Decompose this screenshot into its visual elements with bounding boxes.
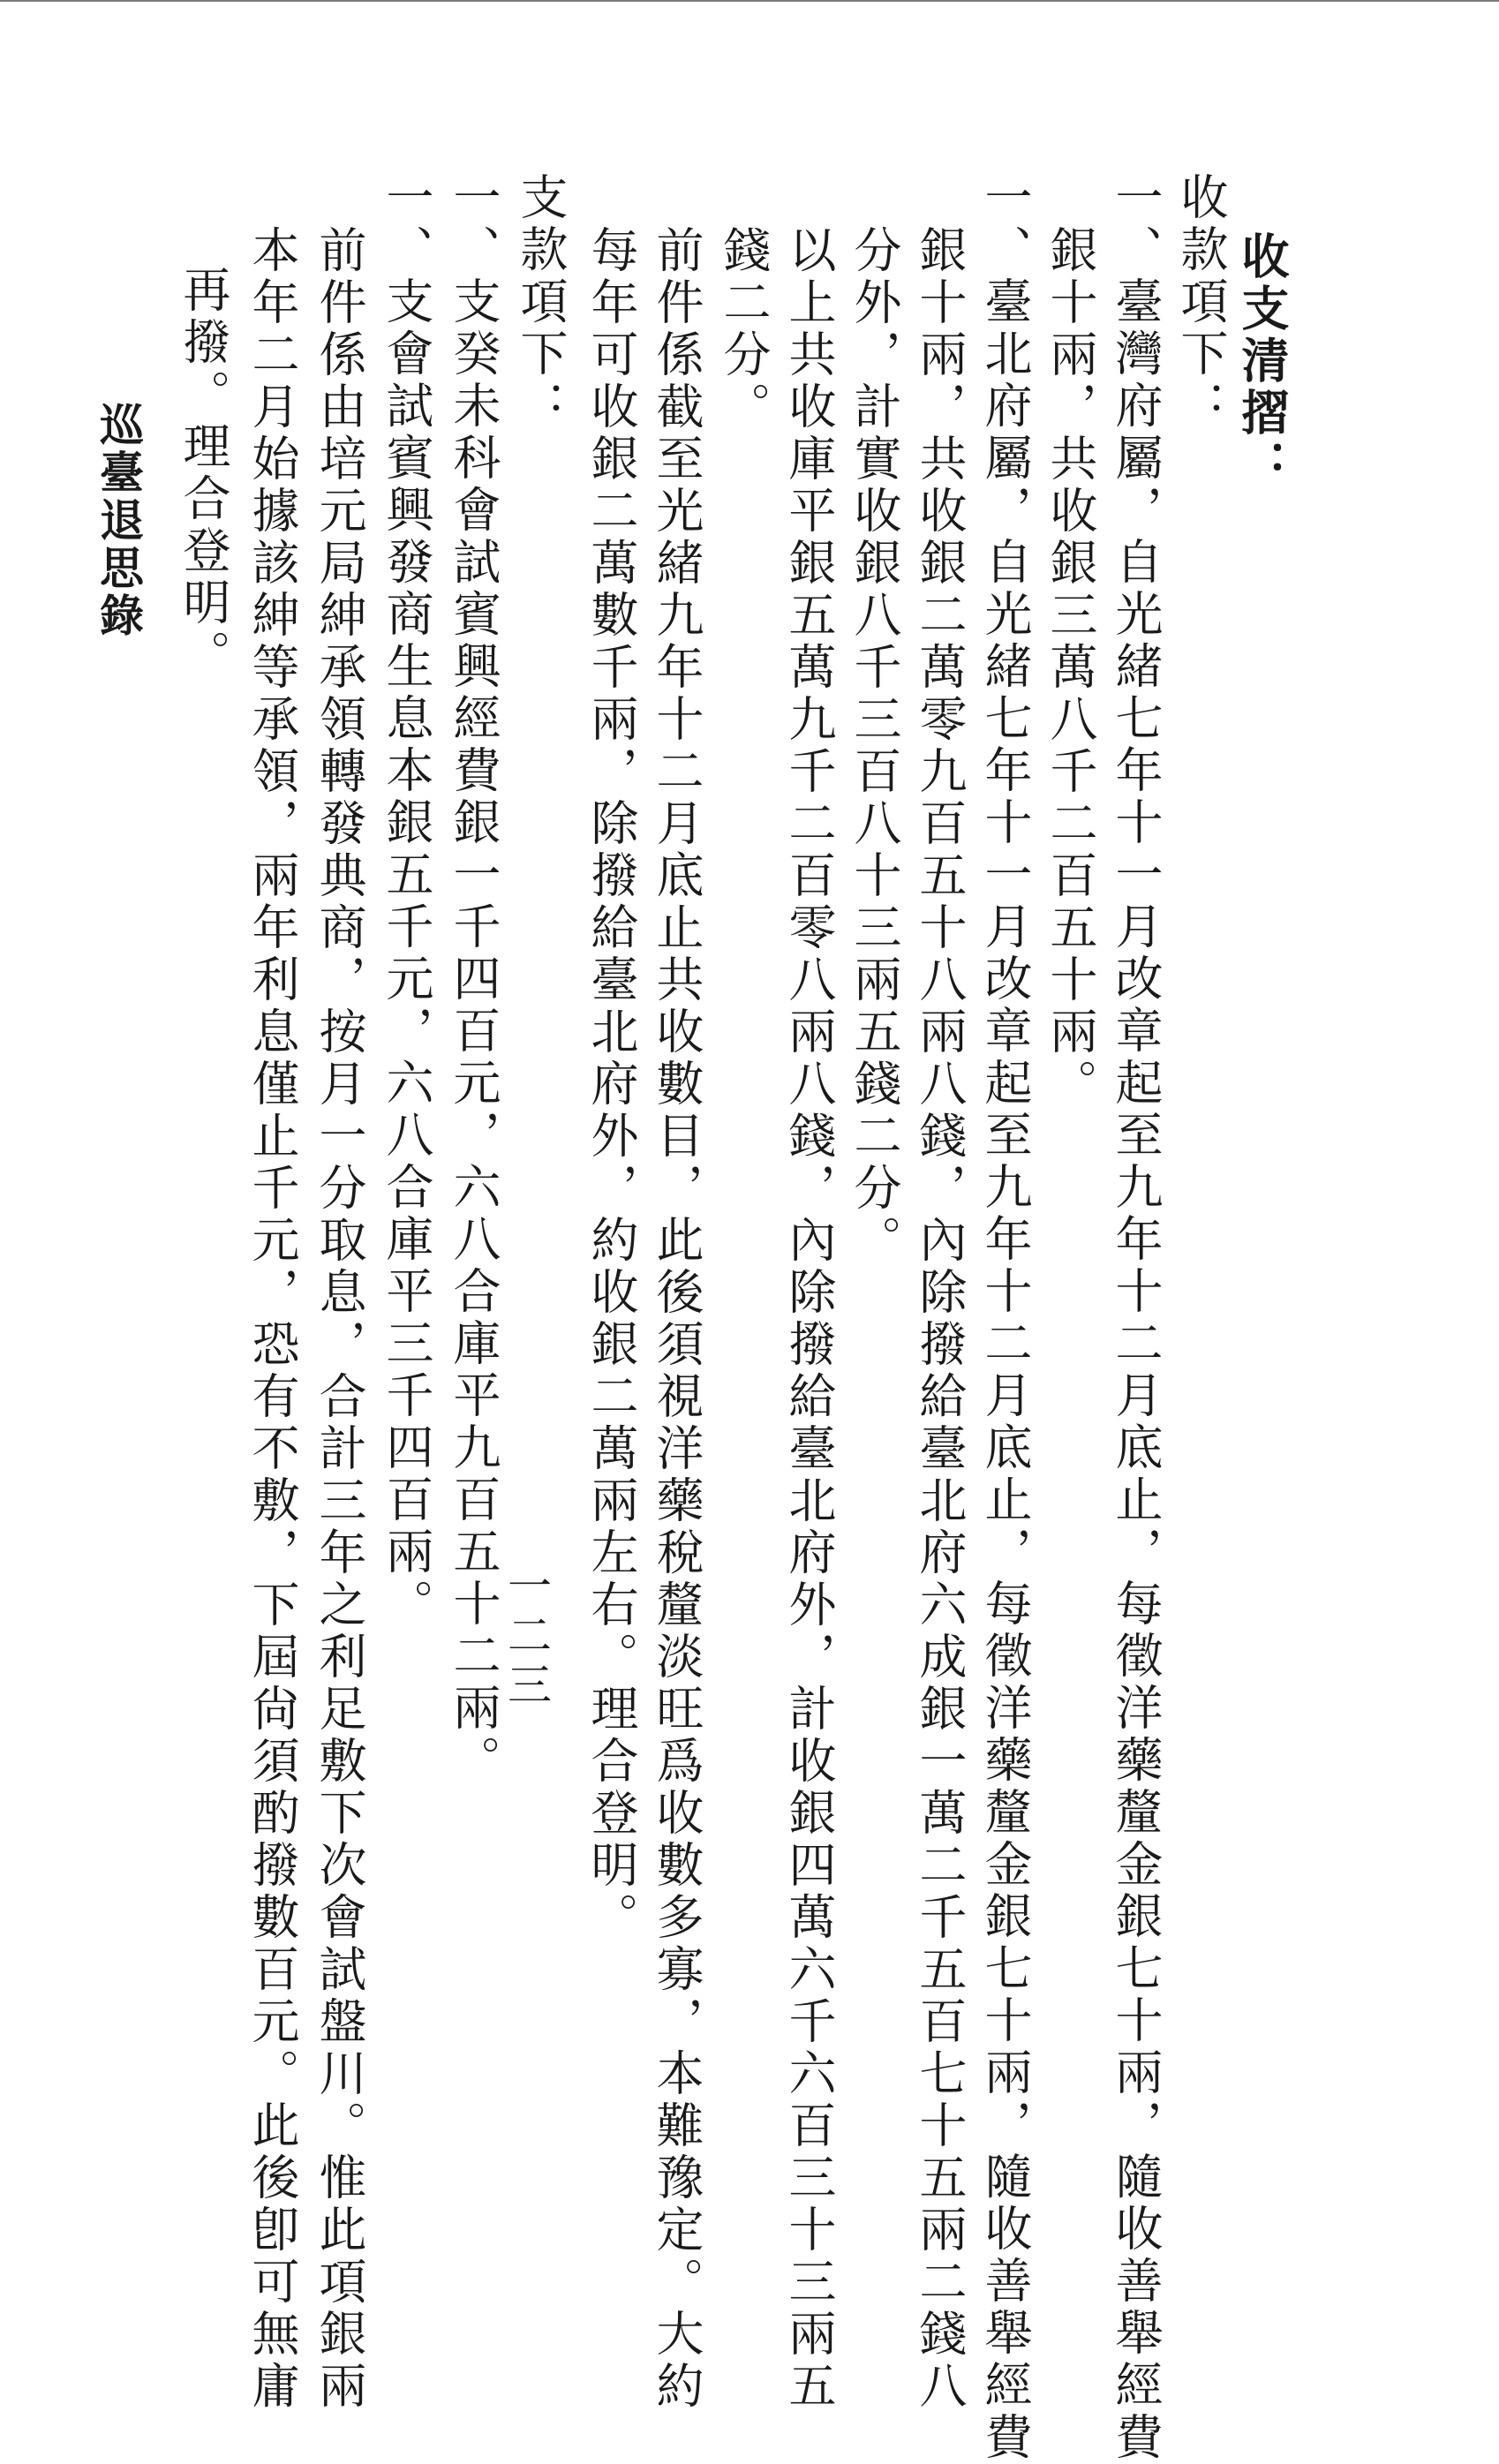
text-column-4: 一、臺北府屬，自光緒七年十一月改章起至九年十二月底止，每徵洋藥釐金銀七十兩，隨收善舉經費 — [977, 172, 1033, 2464]
text-column-13: 一、支會試賓興發商生息本銀五千元，六八合庫平三千四百兩。 — [379, 172, 434, 1631]
text-column-10: 每年可收銀二萬數千兩，除撥給臺北府外，約收銀二萬兩左右。理合登明。 — [584, 225, 639, 1944]
text-column-3: 銀十兩，共收銀三萬八千二百五十兩。 — [1043, 225, 1098, 1111]
text-column-7: 以上共收庫平銀五萬九千二百零八兩八錢，內除撥給臺北府外，計收銀四萬六千六百三十三兩五 — [781, 225, 837, 2413]
text-column-16: 再撥。理合登明。 — [176, 265, 231, 682]
text-column-14: 前件係由培元局紳承領轉發典商，按月一分取息，合計三年之利足敷下次會試盤川。惟此項銀兩 — [312, 225, 367, 2413]
top-border-line — [0, 0, 1499, 2]
text-column-11: 支款項下： — [513, 172, 569, 433]
page-number: 一二三 — [501, 1563, 552, 1711]
book-title: 巡臺退思錄 — [93, 402, 145, 640]
text-column-8: 錢二分。 — [716, 225, 772, 433]
text-column-5: 銀十兩，共收銀二萬零九百五十八兩八錢，內除撥給臺北府六成銀一萬二千五百七十五兩二錢八 — [912, 225, 968, 2413]
text-column-2: 一、臺灣府屬，自光緒七年十一月改章起至九年十二月底止，每徵洋藥釐金銀七十兩，隨收善舉經費 — [1108, 172, 1164, 2464]
text-column-9: 前件係截至光緒九年十二月底止共收數目，此後須視洋藥稅釐淡旺爲收數多寡，本難豫定。大約 — [649, 225, 704, 2413]
text-column-6: 分外，計實收銀八千三百八十三兩五錢二分。 — [847, 225, 902, 1267]
text-column-15: 本年二月始據該紳等承領，兩年利息僅止千元，恐有不敷，下屆尙須酌撥數百元。此後卽可無庸 — [245, 225, 300, 2413]
text-column-12: 一、支癸未科會試賓興經費銀一千四百元，六八合庫平九百五十二兩。 — [446, 172, 501, 1787]
text-column-1: 收款項下： — [1173, 172, 1229, 433]
page-heading: 收支清摺： — [1234, 231, 1291, 492]
